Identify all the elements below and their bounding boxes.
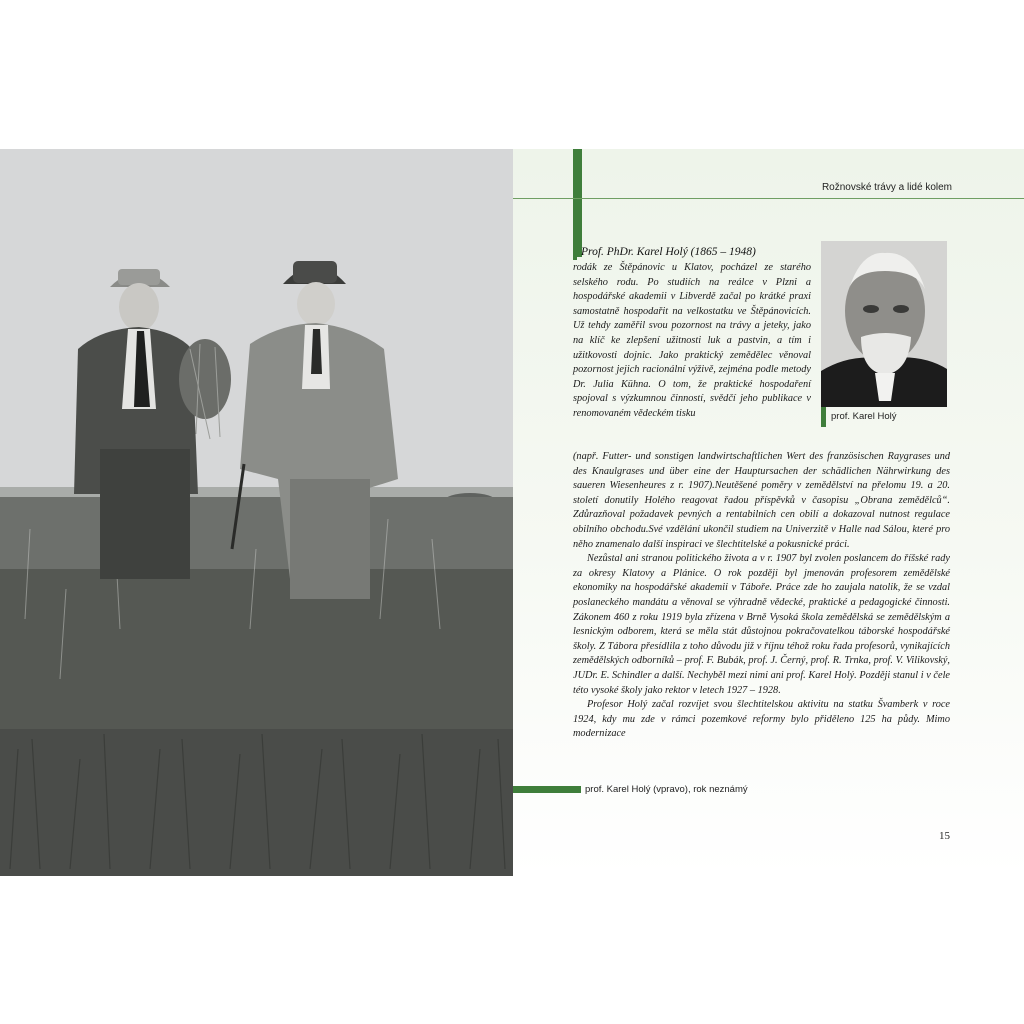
heading-marker	[573, 249, 577, 260]
text-page	[513, 149, 1024, 876]
running-header: Rožnovské trávy a lidé kolem	[821, 182, 952, 193]
body-paragraph: rodák ze Štěpánovic u Klatov, pocházel ze starého selského rodu. Po studiích na reálce v Plzni a hospodářské akademii v Libverdě začal po krátké praxi samostatně hospodařit na velkostatku ve Štěpánovicích. Už tehdy zaměřil svou pozornost na trávy a jeteky, jako na klíč ke zlepšení užitnosti luk a pastvin, a tím i užitkovosti dojnic. Jako praktický zemědělec věnoval pozornost jejich racionální výživě, zejména podle metody Dr. Julia Kühna. O tom, že praktické hospodaření spojoval s výzkumnou činností, svědčí jeho publikace v renomovaném vědeckém tisku	[573, 262, 811, 419]
body-paragraph: (např. Futter- und sonstigen landwirtschaftlichen Wert des französischen Raygrases und des Knaulgrases und über eine der Hauptursachen der schädlichen Nährwirkung des saueren Wiesenheures z r. 1907).Neutěšené poměry v zemědělství na přelomu 19. a 20. století donutily Holého reagovat řadou příspěvků v časopisu „Obrana zemědělců“. Zdůrazňoval požadavek pevných a rentabilních cen obilí a dokazoval nutnost regulace obilního obchodu.Své vzdělání ukončil studiem na Univerzitě v Halle nad Sálou, které pro něho znamenalo další inspiraci ve šlechtitelské a pokusnické práci.	[573, 451, 950, 550]
page-number: 15	[939, 830, 950, 842]
photo-caption: prof. Karel Holý (vpravo), rok neznámý	[585, 784, 748, 795]
portrait-caption: prof. Karel Holý	[831, 411, 897, 422]
section-heading: Prof. PhDr. Karel Holý (1865 – 1948)	[581, 246, 756, 258]
body-paragraph: Profesor Holý začal rozvíjet svou šlechtitelskou aktivitu na statku Švamberk v roce 1924, kdy mu zde v rámci pozemkové reformy bylo přiděleno 125 ha půdy. Mimo modernizace	[573, 699, 950, 740]
body-text-full	[573, 450, 950, 742]
portrait-photo	[821, 241, 947, 407]
body-text-column	[573, 261, 811, 422]
portrait-caption-marker	[821, 407, 826, 427]
header-rule	[513, 198, 1024, 199]
book-spread	[0, 149, 1024, 876]
photograph	[0, 149, 513, 876]
caption-marker	[513, 786, 581, 793]
body-paragraph: Nezůstal ani stranou politického života a v r. 1907 byl zvolen poslancem do říšské rady za okresy Klatovy a Plánice. O rok později byl jmenován profesorem zemědělské ekonomiky na hospodářské akademii v Táboře. Práce zde ho zaujala natolik, že se vzdal poslaneckého mandátu a věnoval se výhradně vědecké, praktické a pedagogické činnosti. Zákonem 460 z roku 1919 byla zřízena v Brně Vysoká škola zemědělská se zemědělským a lesnickým odborem, která se měla stát důstojnou pokračovatelkou táborské hospodářské školy. Z Tábora přesídlila z toho důvodu již v říjnu téhož roku řada profesorů, vynikajících zemědělských odborníků – prof. F. Bubák, prof. J. Černý, prof. R. Trnka, prof. V. Vilikovský, JUDr. E. Schindler a další. Nechyběl mezi nimi ani prof. Karel Holý. Později stanul i v čele této vysoké školy jako rektor v letech 1927 – 1928.	[573, 553, 950, 696]
portrait-photo-karel-holy-icon	[821, 241, 947, 407]
photograph-two-men-in-field-icon	[0, 149, 513, 876]
accent-bar	[573, 149, 582, 257]
